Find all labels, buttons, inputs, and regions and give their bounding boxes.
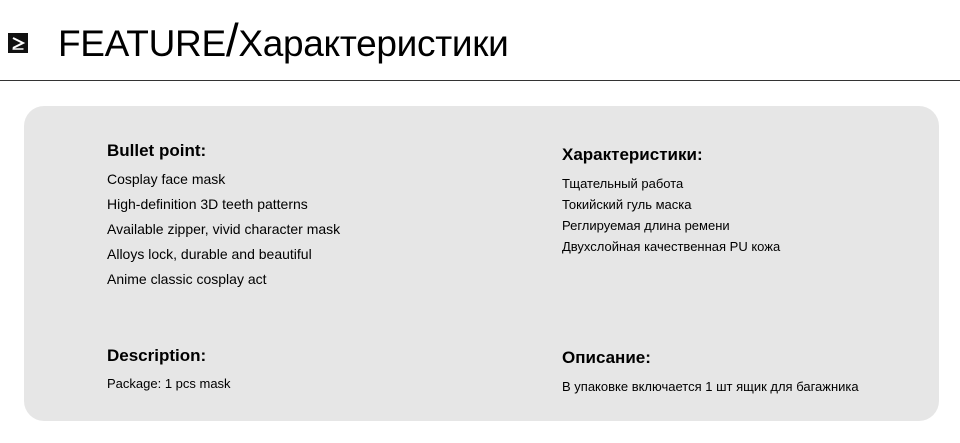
description-heading: Description:	[107, 346, 207, 365]
section-header	[0, 0, 960, 81]
title-russian: Характеристики	[238, 23, 509, 64]
bullet-point-item: Anime classic cosplay act	[107, 271, 267, 287]
bullet-point-item: Alloys lock, durable and beautiful	[107, 246, 312, 262]
features-russian-item: Реглируемая длина ремени	[562, 218, 730, 233]
bullet-point-item: Available zipper, vivid character mask	[107, 221, 341, 237]
feature-panel	[24, 106, 939, 421]
bullet-point-item: Cosplay face mask	[107, 171, 226, 187]
description-russian-text: В упаковке включается 1 шт ящик для багажника	[562, 379, 859, 394]
features-russian-heading: Характеристики:	[562, 145, 703, 164]
bullet-point-item: High-definition 3D teeth patterns	[107, 196, 308, 212]
features-russian-item: Тщательный работа	[562, 176, 684, 191]
title-english: FEATURE	[58, 23, 226, 64]
features-russian-item: Двухслойная качественная PU кожа	[562, 239, 781, 254]
description-block	[107, 346, 231, 394]
page-title	[58, 14, 509, 66]
play-arrow-icon	[8, 33, 28, 53]
description-russian-block	[562, 348, 859, 397]
description-russian-heading: Описание:	[562, 348, 651, 367]
features-russian-block	[562, 145, 780, 257]
features-russian-item: Токийский гуль маска	[562, 197, 692, 212]
title-separator: /	[225, 14, 239, 66]
bullet-point-block	[107, 141, 340, 292]
bullet-point-heading: Bullet point:	[107, 141, 207, 160]
description-text: Package: 1 pcs mask	[107, 376, 231, 391]
